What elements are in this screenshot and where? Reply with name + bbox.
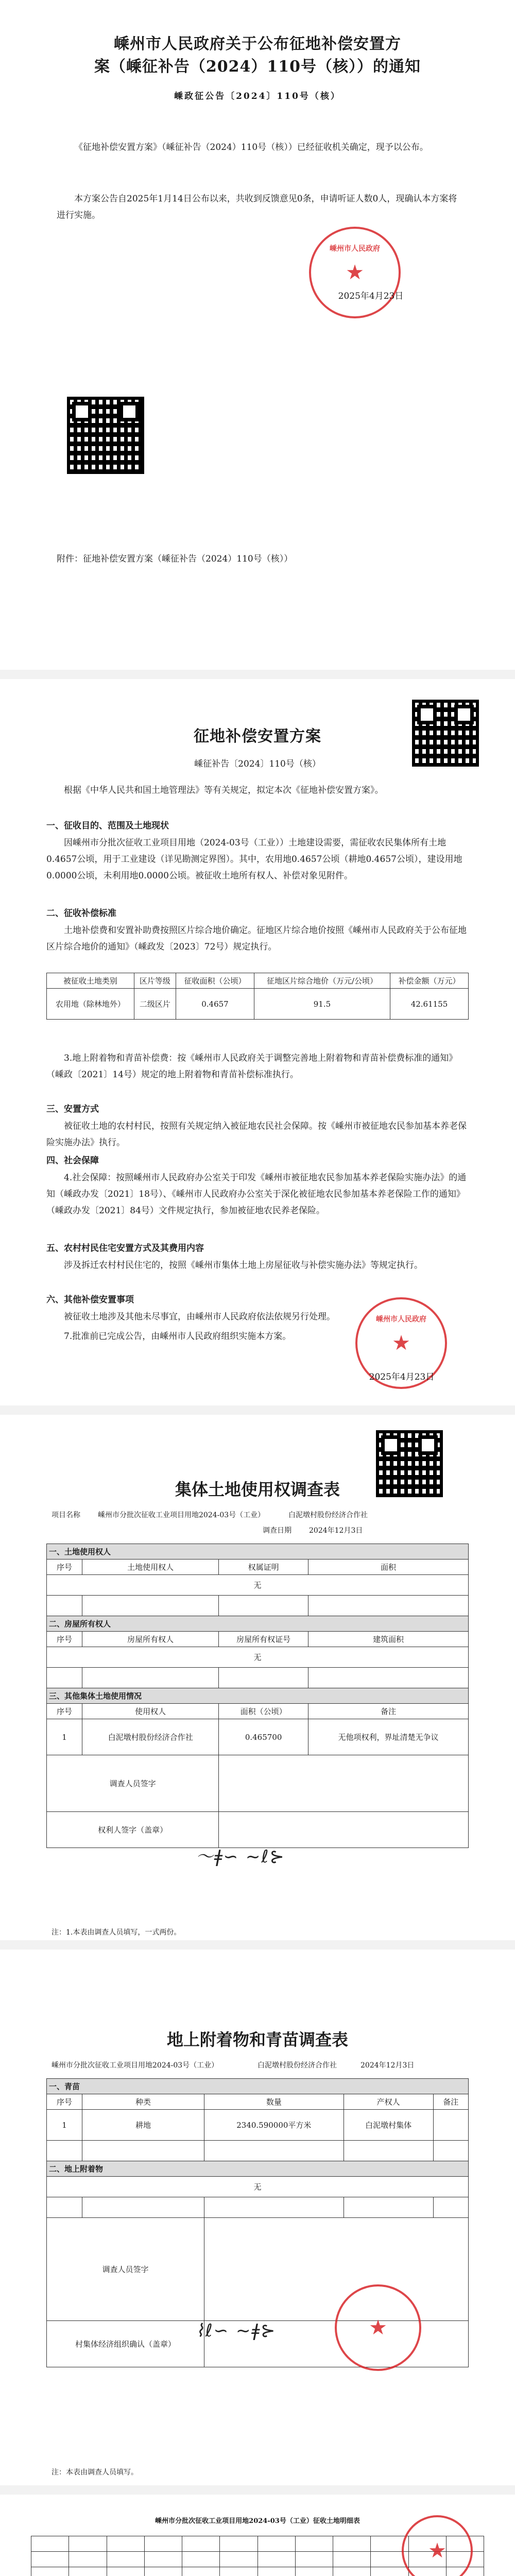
seal-star-icon: ★ [392,1331,410,1355]
page-separator [0,2485,515,2495]
land-survey-table [46,1544,469,1848]
table-header: 房屋所有权证号 [219,1632,308,1647]
table-row [47,1719,469,1755]
section-header: 二、房屋所有权人 [47,1616,469,1632]
table-header: 补偿金额（万元） [390,973,468,989]
plan-section-5-text: 涉及拆迁农村村民住宅的，按照《嵊州市集体土地上房屋征收与补偿实施办法》等规定执行。 [64,1260,423,1270]
table-header: 征收面积（公顷） [176,973,254,989]
plan-attachments-text: 3.地上附着物和青苗补偿费：按《嵊州市人民政府关于调整完善地上附着物和青苗补偿费标准的通知》（嵊政〔2021〕14号）规定的地上附着物和青苗补偿标准执行。 [46,1053,458,1080]
attachment-survey-date: 2024年12月3日 [360,2061,415,2070]
table-header: 产权人 [344,2094,433,2110]
notice-title [0,33,515,78]
collective-seal [335,2284,421,2371]
plan-section-7-text: 7.批准前已完成公告，由嵊州市人民政府组织实施本方案。 [64,1331,291,1342]
handwritten-signature-icon: ⌇ℓ∽ ~ǂ⊱ [196,2320,277,2341]
notice-page [0,0,515,670]
section-header: 一、青苗 [47,2079,469,2094]
plan-doc-no: 嵊征补告〔2024〕110号（核） [194,759,321,769]
table-header: 建筑面积 [308,1632,469,1647]
table-header-row [47,973,469,989]
table-header: 备注 [308,1704,469,1719]
notice-title-line1: 嵊州市人民政府关于公布征地补偿安置方 [114,35,401,53]
seal-star-icon: ★ [346,261,364,284]
plan-section-2-text: 土地补偿费和安置补助费按照区片综合地价确定。征地区片综合地价按照《嵊州市人民政府关于公布征地区片综合地价的通知》（嵊政发〔2023〕72号）规定执行。 [46,925,467,952]
page-separator [0,670,515,679]
plan-section-4: 四、社会保障 [46,1156,99,1166]
table-cell: 42.61155 [390,989,468,1020]
notice-date: 2025年4月23日 [338,291,404,301]
notice-attachment: 附件：征地补偿安置方案（嵊征补告（2024）110号（核）） [57,554,293,564]
seal-star-icon: ★ [428,2539,447,2563]
land-survey-project-label: 项目名称 [52,1511,80,1519]
seal-text: 嵊州市人民政府 [376,1315,426,1324]
table-cell: 0.4657 [176,989,254,1020]
section-header: 一、土地使用权人 [47,1544,469,1560]
table-cell: 农用地（除林地外） [47,989,134,1020]
table-cell: 0.465700 [219,1719,308,1755]
government-seal [309,227,401,318]
section-header: 三、其他集体土地使用情况 [47,1688,469,1704]
table-row [47,989,469,1020]
table-cell: 2340.590000平方米 [204,2110,344,2141]
page-separator [0,1405,515,1415]
notice-paragraph-1: 《征地补偿安置方案》（嵊征补告（2024）110号（核））已经征收机关确定，现予以公布。 [74,142,428,152]
table-header: 种类 [82,2094,204,2110]
table-header: 区片等级 [134,973,176,989]
table-header: 村集体经济组织确认（盖章） [47,2321,204,2367]
compensation-table [46,973,469,1020]
handwritten-signature-icon: 〜ǂ∽ ~ℓ⊱ [196,1846,285,1867]
land-survey-date-label: 调查日期 [263,1527,291,1535]
plan-section-4-text: 4.社会保障：按照嵊州市人民政府办公室关于印发《嵊州市被征地农民参加基本养老保险实施办法》的通知（嵊政办发〔2021〕18号）、《嵊州市人民政府办公室关于深化被征地农民参加基本养老保险工作的通知》（嵊政办发〔2021〕84号）文件规定执行，参加被征地农民养老保险。 [46,1173,467,1216]
table-cell: 1 [47,2110,82,2141]
plan-section-2: 二、征收补偿标准 [46,908,116,919]
attachment-survey-owner: 白泥墩村股份经济合作社 [258,2061,337,2070]
table-cell: 无 [47,1575,469,1596]
table-cell: 91.5 [254,989,390,1020]
table-header: 权利人签字（盖章） [47,1812,219,1848]
plan-section-6: 六、其他补偿安置事项 [46,1295,134,1305]
section-header: 二、地上附着物 [47,2161,469,2177]
plan-section-5: 五、农村村民住宅安置方式及其费用内容 [46,1243,204,1253]
page-separator [0,1940,515,1950]
table-header: 土地使用权人 [82,1560,219,1575]
attachment-survey-note: 注：本表由调查人员填写。 [52,2468,138,2477]
table-header: 使用权人 [82,1704,219,1719]
land-survey-owner: 白泥墩村股份经济合作社 [288,1511,368,1519]
table-header: 征地区片综合地价（万元/公顷） [254,973,390,989]
table-cell: 1 [47,1719,82,1755]
schedule-title: 嵊州市分批次征收工业项目用地2024-03号（工业）征收土地明细表 [155,2517,360,2525]
table-header: 序号 [47,1704,82,1719]
table-header: 序号 [47,1560,82,1575]
table-cell: 无 [47,2177,469,2197]
table-cell: 二级区片 [134,989,176,1020]
land-survey-project: 嵊州市分批次征收工业项目用地2024-03号（工业） [98,1511,265,1519]
table-header: 调查人员签字 [47,2218,204,2321]
table-header: 序号 [47,1632,82,1647]
land-survey-page [0,1415,515,1940]
table-cell: 无他项权利，界址清楚无争议 [308,1719,469,1755]
land-survey-title: 集体土地使用权调查表 [175,1480,340,1499]
table-header: 面积（公顷） [219,1704,308,1719]
table-row [47,2110,469,2141]
plan-section-3-text: 被征收土地的农村村民，按照有关规定纳入被征地农民社会保障。按《嵊州市被征地农民参加基本养老保险实施办法》执行。 [46,1121,467,1148]
table-header: 备注 [433,2094,469,2110]
qr-code-icon [67,397,144,474]
attachment-survey-title: 地上附着物和青苗调查表 [166,2030,348,2049]
plan-section-1-text: 因嵊州市分批次征收工业项目用地（2024-03号（工业））土地建设需要，需征收农民集体所有土地0.4657公顷，用于工业建设（详见勘测定界图）。其中，农用地0.4657公顷（耕地0.4657公顷），建设用地0.0000公顷，未利用地0.0000公顷。被征收土地所有权人、补偿对象见附件。 [46,838,462,881]
land-survey-note: 注：1.本表由调查人员填写，一式两份。 [52,1928,181,1937]
table-header: 面积 [308,1560,469,1575]
table-header: 房屋所有权人 [82,1632,219,1647]
table-cell: 无 [47,1647,469,1668]
plan-intro: 根据《中华人民共和国土地管理法》等有关规定，拟定本次《征地补偿安置方案》。 [64,785,384,795]
plan-section-3: 三、安置方式 [46,1104,99,1114]
plan-date: 2025年4月23日 [369,1372,435,1382]
schedule-page [0,2495,515,2576]
attachment-survey-project: 嵊州市分批次征收工业项目用地2024-03号（工业） [52,2061,219,2070]
table-header: 调查人员签字 [47,1755,219,1812]
notice-paragraph-2: 本方案公告自2025年1月14日公布以来，共收到反馈意见0条，申请听证人数0人，现确认本方案将进行实施。 [57,194,457,221]
table-header: 权属证明 [219,1560,308,1575]
table-cell: 耕地 [82,2110,204,2141]
table-header: 数量 [204,2094,344,2110]
notice-title-line2: 案（嵊征补告（2024）110号（核））的通知 [94,58,421,76]
seal-star-icon: ★ [369,2316,387,2340]
attachment-survey-page [0,1950,515,2485]
table-cell: 白泥墩村集体 [344,2110,433,2141]
plan-page [0,679,515,1405]
plan-section-1: 一、征收目的、范围及土地现状 [46,821,169,831]
notice-doc-no: 嵊政征公告〔2024〕110号（核） [174,91,341,101]
table-header: 被征收土地类别 [47,973,134,989]
table-header: 序号 [47,2094,82,2110]
table-cell: 白泥墩村股份经济合作社 [82,1719,219,1755]
plan-title: 征地补偿安置方案 [194,727,321,745]
seal-text: 嵊州市人民政府 [330,245,380,253]
plan-section-6-text: 被征收土地涉及其他未尽事宜，由嵊州市人民政府依法依规另行处理。 [64,1312,335,1322]
land-survey-date: 2024年12月3日 [309,1527,363,1535]
